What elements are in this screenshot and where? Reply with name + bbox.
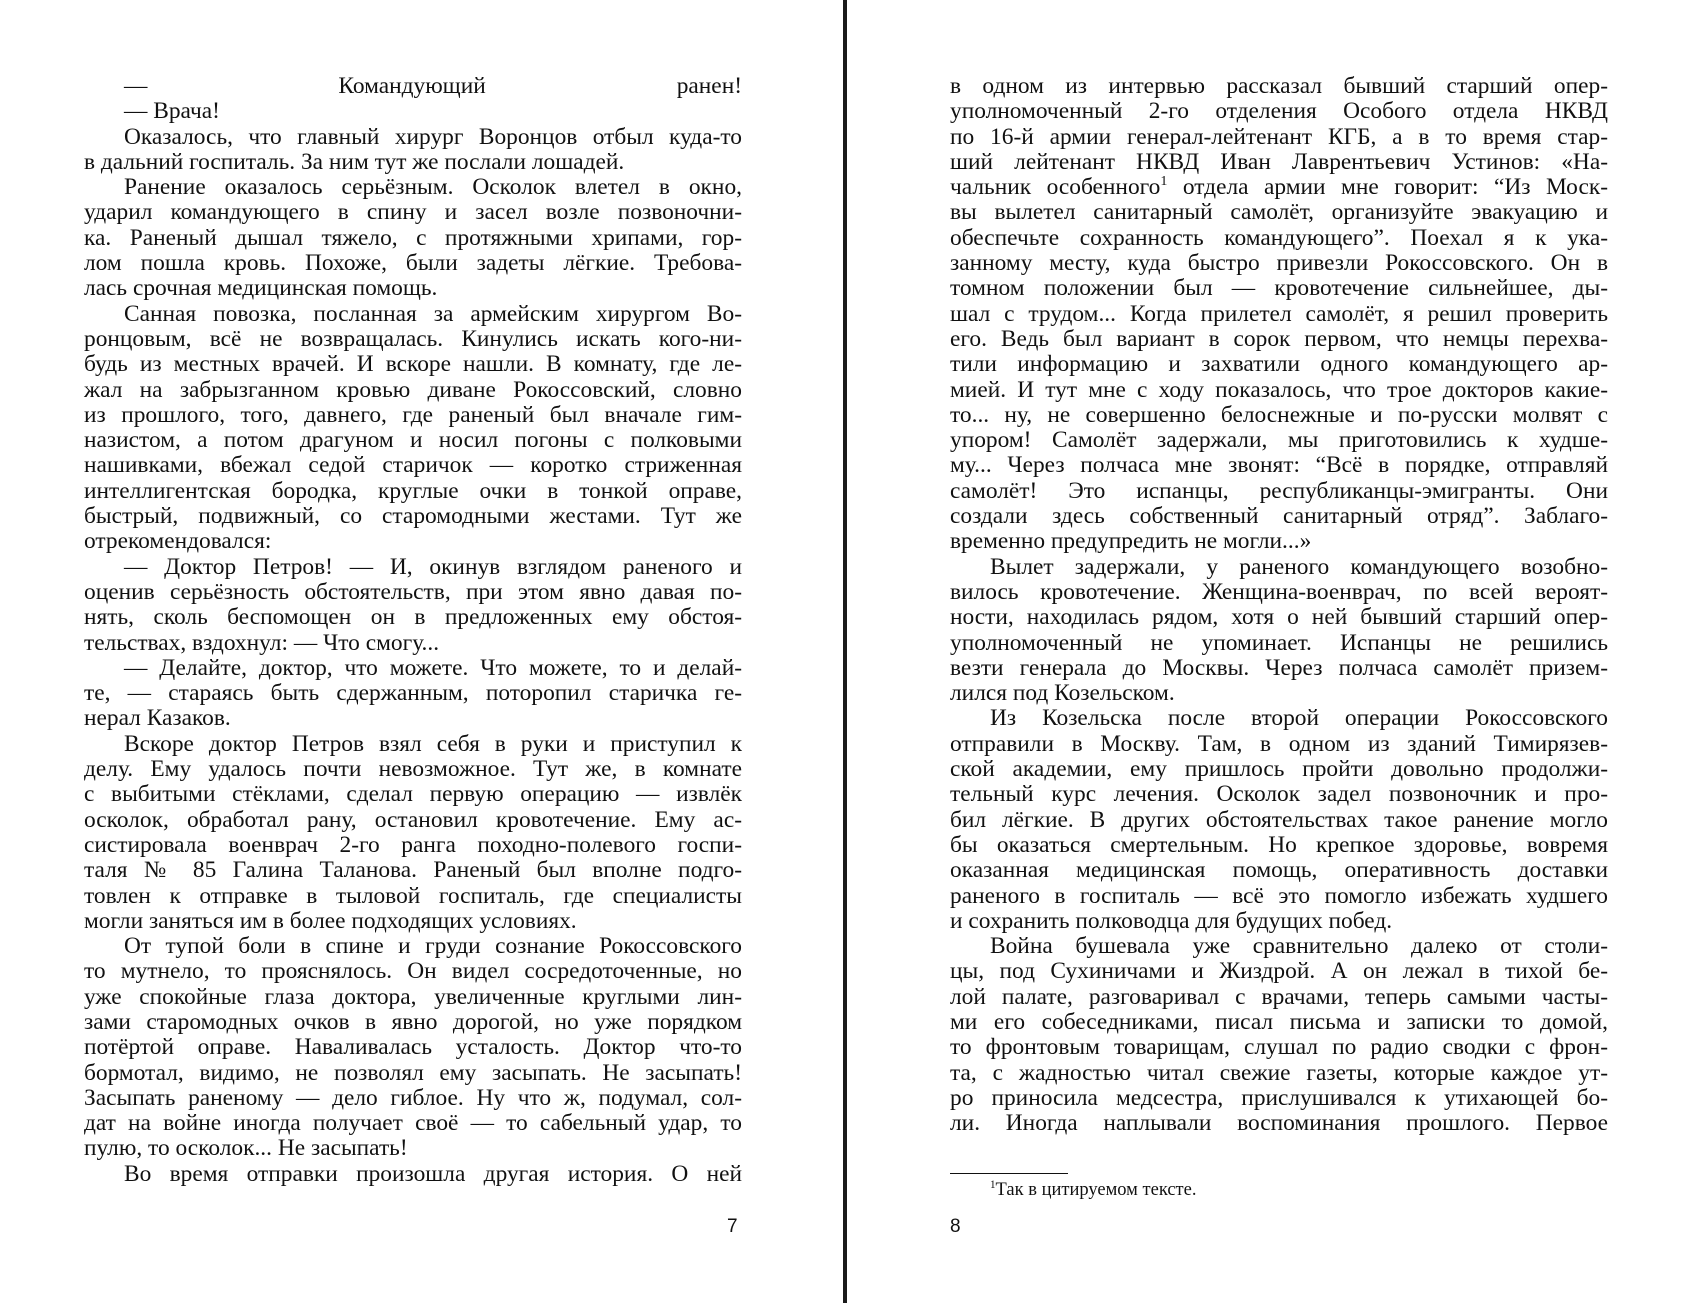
right-page-text xyxy=(950,74,1608,1136)
text-line: нерал Казаков. xyxy=(84,705,231,732)
text-line: создали здесь собственный санитарный отряд”. Заблаго- xyxy=(950,503,1608,530)
text-line: уполномоченный 2-го отделения Особого отдела НКВД xyxy=(950,98,1608,125)
text-line: самолёт! Это испанцы, республиканцы-эмигранты. Они xyxy=(950,477,1608,504)
text-line: те, — стараясь быть сдержанным, поторопил старичка ге- xyxy=(84,680,742,707)
text-line: могли заняться им в более подходящих условиях. xyxy=(84,907,577,934)
text-line: тили информацию и захватили одного командующего ар- xyxy=(950,351,1608,378)
text-line: интеллигентская бородка, круглые очки в тонкой оправе, xyxy=(84,477,742,504)
text-line: лась срочная медицинская помощь. xyxy=(84,275,438,302)
text-line: раненого в госпиталь — всё это помогло избежать худшего xyxy=(950,882,1608,909)
text-line: Оказалось, что главный хирург Воронцов отбыл куда-то xyxy=(124,123,742,150)
text-line: мией. И тут мне с ходу показалось, что трое докторов какие- xyxy=(950,376,1608,403)
text-line: отрекомендовался: xyxy=(84,528,272,555)
text-line: его. Ведь был вариант в сорок первом, что немцы перехва- xyxy=(950,325,1608,352)
text-line: — Врача! xyxy=(124,98,220,125)
text-line: отправили в Москву. Там, в одном из зданий Тимирязев- xyxy=(950,730,1608,757)
text-line: вы вылетел санитарный самолёт, организуйте эвакуацию и xyxy=(950,199,1608,226)
text-line: нять, сколь беспомощен он в предложенных ему обстоя- xyxy=(84,604,742,631)
text-line: — Делайте, доктор, что можете. Что можете, то и делай- xyxy=(124,654,742,681)
text-line: Из Козельска после второй операции Рокоссовского xyxy=(990,705,1608,732)
text-line: по 16-й армии генерал-лейтенант КГБ, а в то время стар- xyxy=(950,123,1608,150)
text-line: бил лёгкие. В других обстоятельствах такое ранение могло xyxy=(950,806,1608,833)
text-line: будь из местных врачей. И вскоре нашли. В комнату, где ле- xyxy=(84,351,742,378)
text-line: бы оказаться смертельным. Но крепкое здоровье, вовремя xyxy=(950,831,1608,858)
footnote-text: Так в цитируемом тексте. xyxy=(995,1180,1197,1200)
text-line: ми его собеседниками, писал письма и записки то домой, xyxy=(950,1008,1608,1035)
text-line: то мутнело, то прояснялось. Он видел сосредоточенные, но xyxy=(84,958,742,985)
text-line: в дальний госпиталь. За ним тут же послали лошадей. xyxy=(84,148,625,175)
text-line: ли. Иногда наплывали воспоминания прошлого. Первое xyxy=(950,1110,1608,1137)
text-line: делу. Ему удалось почти невозможное. Тут же, в комнате xyxy=(84,756,742,783)
text-line: пулю, то осколок... Не засыпать! xyxy=(84,1135,408,1162)
page-number: 8 xyxy=(950,1216,961,1237)
footnote-rule xyxy=(950,1173,1068,1174)
text-line: из прошлого, того, давнего, где раненый был вначале гим- xyxy=(84,401,742,428)
footnote-marker: 1 xyxy=(1160,173,1168,190)
text-line: ро приносила медсестра, прислушивался к утихающей бо- xyxy=(950,1084,1608,1111)
text-line: — Командующий ранен! xyxy=(124,73,742,99)
text-line: дат на войне иногда получает своё — то сабельный удар, то xyxy=(84,1110,742,1137)
text-line: таля № 85 Галина Таланова. Раненый был вполне подго- xyxy=(84,857,742,884)
text-line: упором! Самолёт задержали, мы приготовились к худше- xyxy=(950,427,1608,454)
page-number: 7 xyxy=(727,1216,738,1237)
text-line: уполномоченный не упоминает. Испанцы не решились xyxy=(950,629,1608,656)
left-page-text xyxy=(84,74,742,1187)
text-line: осколок, обработал рану, остановил кровотечение. Ему ас- xyxy=(84,806,742,833)
text-line: ка. Раненый дышал тяжело, с протяжными хрипами, гор- xyxy=(84,224,742,251)
text-line: От тупой боли в спине и груди сознание Рокоссовского xyxy=(124,933,742,960)
text-line: товлен к отправке в тыловой госпиталь, где специалисты xyxy=(84,882,742,909)
text-line: та, с жадностью читал свежие газеты, которые каждое ут- xyxy=(950,1059,1608,1086)
text-line: систировала военврач 2-го ранга походно-полевого госпи- xyxy=(84,831,742,858)
text-line: везти генерала до Москвы. Через полчаса самолёт призем- xyxy=(950,654,1608,681)
text-line: лом пошла кровь. Похоже, были задеты лёгкие. Требова- xyxy=(84,250,742,277)
text-line: бормотал, видимо, не позволял ему засыпать. Не засыпать! xyxy=(84,1059,742,1086)
text-line: нашивками, вбежал седой старичок — коротко стриженная xyxy=(84,452,742,479)
text-line: назистом, а потом драгуном и носил погоны с полковыми xyxy=(84,427,742,454)
text-line: цы, под Сухиничами и Жиздрой. А он лежал в тихой бе- xyxy=(950,958,1608,985)
text-line: то... ну, не совершенно белоснежные и по-русски молвят с xyxy=(950,401,1608,428)
text-line: лился под Козельском. xyxy=(950,680,1175,707)
text-line: вилось кровотечение. Женщина-военврач, по всей вероят- xyxy=(950,578,1608,605)
text-line: шал с трудом... Когда прилетел самолёт, я решил проверить xyxy=(950,300,1608,327)
text-line: временно предупредить не могли...» xyxy=(950,528,1312,555)
text-line: Вылет задержали, у раненого командующего возобно- xyxy=(990,553,1608,580)
text-line: — Доктор Петров! — И, окинув взглядом раненого и xyxy=(124,553,742,580)
text-line: и сохранить полководца для будущих побед. xyxy=(950,907,1393,934)
text-line: Вскоре доктор Петров взял себя в руки и приступил к xyxy=(124,730,742,757)
text-line: обеспечьте сохранность командующего”. Поехал я к ука- xyxy=(950,224,1608,251)
text-line: то фронтовым товарищам, слушал по радио сводки с фрон- xyxy=(950,1034,1608,1061)
text-line: занному месту, куда быстро привезли Рокоссовского. Он в xyxy=(950,250,1608,277)
text-line: лой палате, разговаривал с врачами, теперь самыми часты- xyxy=(950,983,1608,1010)
text-line: Санная повозка, посланная за армейским хирургом Во- xyxy=(124,300,742,327)
text-line xyxy=(950,175,1608,200)
text-line: Во время отправки произошла другая история. О ней xyxy=(124,1160,742,1187)
text-line: оценив серьёзность обстоятельств, при этом явно давая по- xyxy=(84,578,742,605)
text-line: потёртой оправе. Наваливалась усталость. Доктор что-то xyxy=(84,1034,742,1061)
text-line: ности, находилась рядом, хотя о ней бывший старший опер- xyxy=(950,604,1608,631)
text-line: оказанная медицинская помощь, оперативность доставки xyxy=(950,857,1608,884)
text-line: тельствах, вздохнул: — Что смогу... xyxy=(84,629,440,656)
book-spine-divider xyxy=(843,0,847,1303)
text-line: ской академии, ему пришлось пройти довольно продолжи- xyxy=(950,756,1608,783)
text-line: с выбитыми стёклами, сделал первую операцию — извлёк xyxy=(84,781,742,808)
text-line: Засыпать раненому — дело гиблое. Ну что ж, подумал, сол- xyxy=(84,1084,742,1111)
footnote-number: 1 xyxy=(990,1178,996,1191)
text-line: жал на забрызганном кровью диване Рокоссовский, словно xyxy=(84,376,742,403)
text-line: тельный курс лечения. Осколок задел позвоночник и про- xyxy=(950,781,1608,808)
text-line: ударил командующего в спину и засел возле позвоночни- xyxy=(84,199,742,226)
footnote xyxy=(990,1180,1196,1201)
text-line-start: чальник особенного xyxy=(950,174,1161,201)
text-line: томном положении был — кровотечение сильнейшее, ды- xyxy=(950,275,1608,302)
text-line-end: отдела армии мне говорит: “Из Моск- xyxy=(1167,174,1608,201)
text-line: зами старомодных очков в явно дорогой, но уже порядком xyxy=(84,1008,742,1035)
text-line: быстрый, подвижный, со старомодными жестами. Тут же xyxy=(84,503,742,530)
text-line: ронцовым, всё не возвращалась. Кинулись искать кого-ни- xyxy=(84,325,742,352)
text-line: Ранение оказалось серьёзным. Осколок влетел в окно, xyxy=(124,174,742,201)
text-line: в одном из интервью рассказал бывший старший опер- xyxy=(950,73,1608,99)
text-line: ший лейтенант НКВД Иван Лаврентьевич Устинов: «На- xyxy=(950,148,1608,175)
text-line: му... Через полчаса мне звонят: “Всё в порядке, отправляй xyxy=(950,452,1608,479)
text-line: уже спокойные глаза доктора, увеличенные круглыми лин- xyxy=(84,983,742,1010)
text-line: Война бушевала уже сравнительно далеко от столи- xyxy=(990,933,1608,960)
